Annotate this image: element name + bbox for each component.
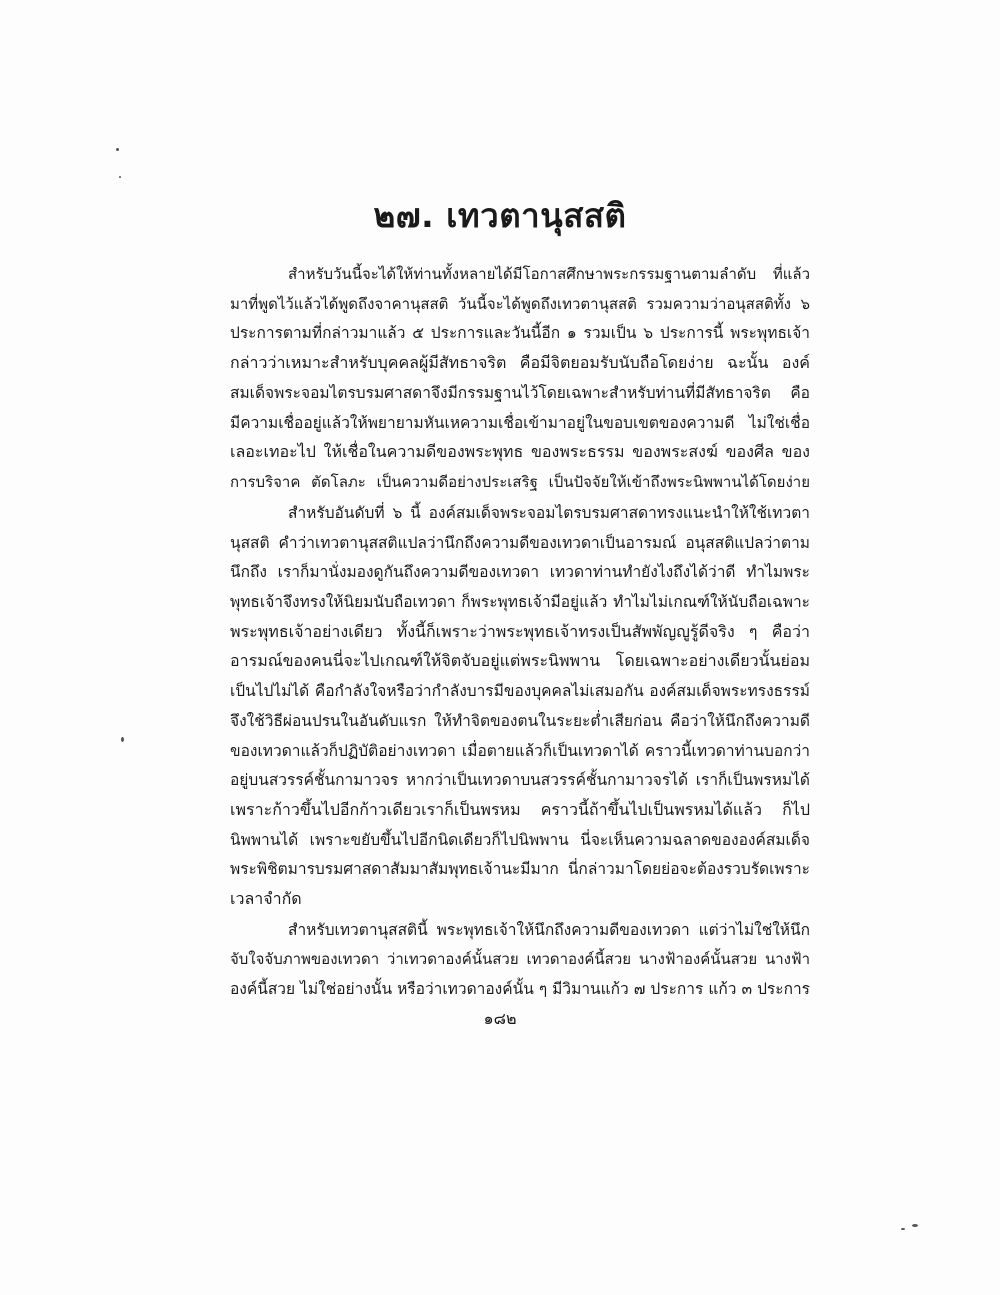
scan-speck <box>121 737 124 742</box>
paragraph-line: การบริจาค ตัดโลภะ เป็นความดีอย่างประเสริฐ เป็นปัจจัยให้เข้าถึงพระนิพพานได้โดยง่าย <box>230 473 810 491</box>
paragraph-line: นึกถึง เราก็มานั่งมองดูกันถึงความดีของเทวดา เทวดาท่านทำยังไงถึงได้ว่าดี ทำไมพระ <box>230 563 810 581</box>
paragraph-line: พุทธเจ้าจึงทรงให้นิยมนับถือเทวดา ก็พระพุทธเจ้ามีอยู่แล้ว ทำไมไม่เกณฑ์ให้นับถือเฉพาะ <box>230 593 810 611</box>
scan-speck <box>912 1224 918 1227</box>
page-number: ๑๘๒ <box>483 1009 517 1028</box>
paragraph-line: สำหรับวันนี้จะได้ให้ท่านทั้งหลายได้มีโอกาสศึกษาพระกรรมฐานตามลำดับ ที่แล้ว <box>288 265 810 283</box>
paragraph-line: เพราะก้าวขึ้นไปอีกก้าวเดียวเราก็เป็นพรหม คราวนี้ถ้าขึ้นไปเป็นพรหมได้แล้ว ก็ไป <box>230 800 810 819</box>
paragraph-line: พระพุทธเจ้าอย่างเดียว ทั้งนี้ก็เพราะว่าพระพุทธเจ้าทรงเป็นสัพพัญญูรู้ดีจริง ๆ คือว่า <box>230 622 810 641</box>
paragraph-line: จับใจจับภาพของเทวดา ว่าเทวดาองค์นั้นสวย เทวดาองค์นี้สวย นางฟ้าองค์นั้นสวย นางฟ้า <box>230 950 810 968</box>
paragraph-line: เป็นไปไม่ได้ คือกำลังใจหรือว่ากำลังบารมีของบุคคลไม่เสมอกัน องค์สมเด็จพระทรงธรรม์ <box>230 682 810 700</box>
paragraph-line: สำหรับเทวตานุสสตินี้ พระพุทธเจ้าให้นึกถึงความดีของเทวดา แต่ว่าไม่ใช่ให้นึก <box>288 921 810 939</box>
paragraph-line: นุสสติ คำว่าเทวตานุสสติแปลว่านึกถึงความดีของเทวดาเป็นอารมณ์ อนุสสติแปลว่าตาม <box>230 534 810 552</box>
paragraph-line: เลอะเทอะไป ให้เชื่อในความดีของพระพุทธ ของพระธรรม ของพระสงฆ์ ของศีล ของ <box>230 442 810 461</box>
paragraph-line: พระพิชิตมารบรมศาสดาสัมมาสัมพุทธเจ้านะมีมาก นี่กล่าวมาโดยย่อจะต้องรวบรัดเพราะ <box>230 860 810 878</box>
paragraph-line: อารมณ์ของคนนี่จะไปเกณฑ์ให้จิตจับอยู่แต่พระนิพพาน โดยเฉพาะอย่างเดียวนั้นย่อม <box>230 651 810 670</box>
page-title: ๒๗. เทวตานุสสติ <box>373 196 627 235</box>
paragraph-line: สำหรับอันดับที่ ๖ นี้ องค์สมเด็จพระจอมไตรบรมศาสดาทรงแนะนำให้ใช้เทวตา <box>288 504 810 522</box>
paragraph-line: ของเทวดาแล้วก็ปฏิบัติอย่างเทวดา เมื่อตายแล้วก็เป็นเทวดาได้ คราวนี้เทวดาท่านบอกว่า <box>230 742 810 760</box>
scan-speck <box>901 1228 905 1230</box>
scan-speck <box>119 176 121 178</box>
paragraph-line: จึงใช้วิธีผ่อนปรนในอันดับแรก ให้ทำจิตของตนในระยะต่ำเสียก่อน คือว่าให้นึกถึงความดี <box>230 712 810 730</box>
paragraph-line: นิพพานได้ เพราะขยับขึ้นไปอีกนิดเดียวก็ไปนิพพาน นี่จะเห็นความฉลาดขององค์สมเด็จ <box>230 831 810 849</box>
paragraph-line: สมเด็จพระจอมไตรบรมศาสดาจึงมีกรรมฐานไว้โดยเฉพาะสำหรับท่านที่มีสัทธาจริต คือ <box>230 384 810 402</box>
paragraph-line: องค์นี้สวย ไม่ใช่อย่างนั้น หรือว่าเทวดาองค์นั้น ๆ มีวิมานแก้ว ๗ ประการ แก้ว ๓ ประการ <box>230 980 810 998</box>
paragraph-line: อยู่บนสวรรค์ชั้นกามาวจร หากว่าเป็นเทวดาบนสวรรค์ชั้นกามาวจรได้ เราก็เป็นพรหมได้ <box>230 771 810 789</box>
paragraph-line: มาที่พูดไว้แล้วได้พูดถึงจาคานุสสติ วันนี้จะได้พูดถึงเทวตานุสสติ รวมความว่าอนุสสติทั้ง ๖ <box>230 295 810 313</box>
paragraph-line: มีความเชื่ออยู่แล้วให้พยายามหันเหความเชื่อเข้ามาอยู่ในขอบเขตของความดี ไม่ใช่เชื่อ <box>230 414 810 432</box>
paragraph-line: เวลาจำกัด <box>230 889 302 908</box>
paragraph-line: กล่าวว่าเหมาะสำหรับบุคคลผู้มีสัทธาจริต คือมีจิตยอมรับนับถือโดยง่าย ฉะนั้น องค์ <box>230 353 810 372</box>
paragraph-line: ประการตามที่กล่าวมาแล้ว ๕ ประการและวันนี้อีก ๑ รวมเป็น ๖ ประการนี้ พระพุทธเจ้า <box>230 324 810 342</box>
scan-speck <box>116 148 119 151</box>
